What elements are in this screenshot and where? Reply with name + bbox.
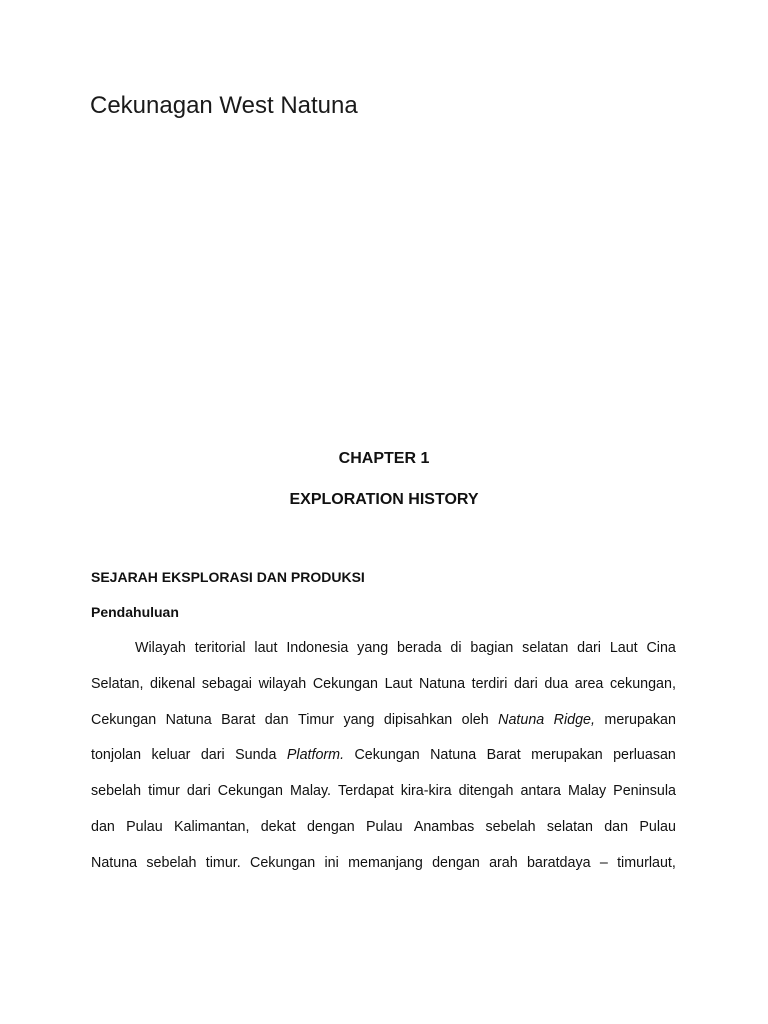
paragraph-word: berada	[397, 640, 442, 656]
paragraph-word: merupakan	[604, 711, 676, 728]
paragraph-line	[91, 667, 676, 703]
paragraph-word: baratdaya	[526, 854, 591, 871]
paragraph-word: dua	[544, 675, 569, 692]
paragraph-word: Selatan,	[91, 675, 144, 692]
paragraph-word: Laut	[384, 675, 413, 692]
paragraph-word: dari	[186, 783, 211, 800]
paragraph-line	[91, 846, 676, 882]
paragraph-word: dengan	[432, 854, 480, 871]
section-heading: SEJARAH EKSPLORASI DAN PRODUKSI	[91, 569, 365, 585]
paragraph-word: Cekungan	[250, 854, 316, 871]
paragraph-word: Sunda	[235, 747, 277, 764]
paragraph-word: area	[574, 675, 604, 692]
document-title: Cekunagan West Natuna	[90, 92, 358, 119]
paragraph-word: Cekungan	[312, 675, 378, 692]
paragraph-word: Anambas	[413, 818, 475, 835]
subsection-heading: Pendahuluan	[91, 604, 179, 620]
paragraph-word: oleh	[461, 711, 489, 728]
paragraph-word: dekat	[260, 818, 296, 835]
paragraph-word: keluar	[151, 747, 191, 764]
paragraph-word: Natuna	[430, 747, 477, 764]
paragraph-word: laut	[254, 640, 278, 656]
paragraph-word: ditengah	[458, 783, 514, 800]
paragraph-word: Cekungan	[91, 711, 157, 728]
paragraph-word: Terdapat	[338, 783, 394, 800]
paragraph-word: Cekungan	[354, 747, 420, 764]
paragraph-word: Kalimantan,	[173, 818, 250, 835]
paragraph-word: Pulau	[126, 818, 163, 835]
paragraph-word: Platform.	[286, 747, 345, 764]
paragraph-word: terdiri	[471, 675, 508, 692]
paragraph-word: merupakan	[531, 747, 603, 764]
paragraph-word: teritorial	[194, 640, 246, 656]
paragraph-word: memanjang	[348, 854, 423, 871]
paragraph-word: dari	[577, 640, 601, 656]
body-paragraph	[91, 631, 676, 882]
paragraph-line	[91, 631, 676, 667]
chapter-number: CHAPTER 1	[338, 450, 430, 467]
paragraph-word: Natuna	[91, 854, 138, 871]
paragraph-word: dan	[264, 711, 289, 728]
paragraph-word: Pulau	[365, 818, 403, 835]
paragraph-word: Cina	[646, 640, 676, 656]
paragraph-word: wilayah	[258, 675, 307, 692]
paragraph-word: dari	[513, 675, 538, 692]
paragraph-word: Pulau	[639, 818, 676, 835]
paragraph-line	[91, 703, 676, 739]
paragraph-word: Natuna	[165, 711, 212, 728]
paragraph-word: dan	[604, 818, 629, 835]
paragraph-word: yang	[343, 711, 375, 728]
paragraph-word: sebelah	[146, 854, 197, 871]
paragraph-word: dipisahkan	[383, 711, 453, 728]
paragraph-word: Natuna	[498, 711, 545, 728]
paragraph-word: dikenal	[150, 675, 196, 692]
paragraph-word: yang	[357, 640, 389, 656]
paragraph-word: antara	[520, 783, 561, 800]
paragraph-word: sebelah	[91, 783, 142, 800]
paragraph-word: perluasan	[613, 747, 676, 764]
paragraph-word: tonjolan	[91, 747, 142, 764]
paragraph-line	[91, 738, 676, 774]
paragraph-word: sebelah	[485, 818, 536, 835]
paragraph-word: arah	[489, 854, 518, 871]
paragraph-word: Barat	[221, 711, 256, 728]
paragraph-word: Malay.	[289, 783, 332, 800]
paragraph-word: Timur	[298, 711, 335, 728]
paragraph-word: Laut	[609, 640, 638, 656]
paragraph-word: timur	[148, 783, 180, 800]
paragraph-word: sebagai	[201, 675, 252, 692]
paragraph-word: di	[450, 640, 462, 656]
paragraph-word: dengan	[306, 818, 355, 835]
paragraph-word: bagian	[470, 640, 514, 656]
paragraph-word: ini	[324, 854, 339, 871]
paragraph-word: Peninsula	[613, 783, 676, 800]
paragraph-word: Indonesia	[286, 640, 349, 656]
paragraph-word: dan	[91, 818, 115, 835]
chapter-title: EXPLORATION HISTORY	[289, 491, 479, 508]
paragraph-word: Natuna	[418, 675, 466, 692]
paragraph-word: dari	[200, 747, 225, 764]
paragraph-word: kira-kira	[400, 783, 452, 800]
paragraph-line	[91, 810, 676, 846]
paragraph-line	[91, 774, 676, 810]
paragraph-word: Ridge,	[553, 711, 595, 728]
paragraph-word: –	[599, 854, 608, 871]
paragraph-word: Wilayah	[135, 640, 186, 656]
paragraph-word: cekungan,	[609, 675, 676, 692]
paragraph-word: Barat	[486, 747, 521, 764]
paragraph-word: selatan	[522, 640, 569, 656]
paragraph-word: Malay	[568, 783, 607, 800]
paragraph-word: timurlaut,	[617, 854, 676, 871]
paragraph-word: Cekungan	[217, 783, 283, 800]
paragraph-word: timur.	[205, 854, 241, 871]
paragraph-word: selatan	[546, 818, 593, 835]
